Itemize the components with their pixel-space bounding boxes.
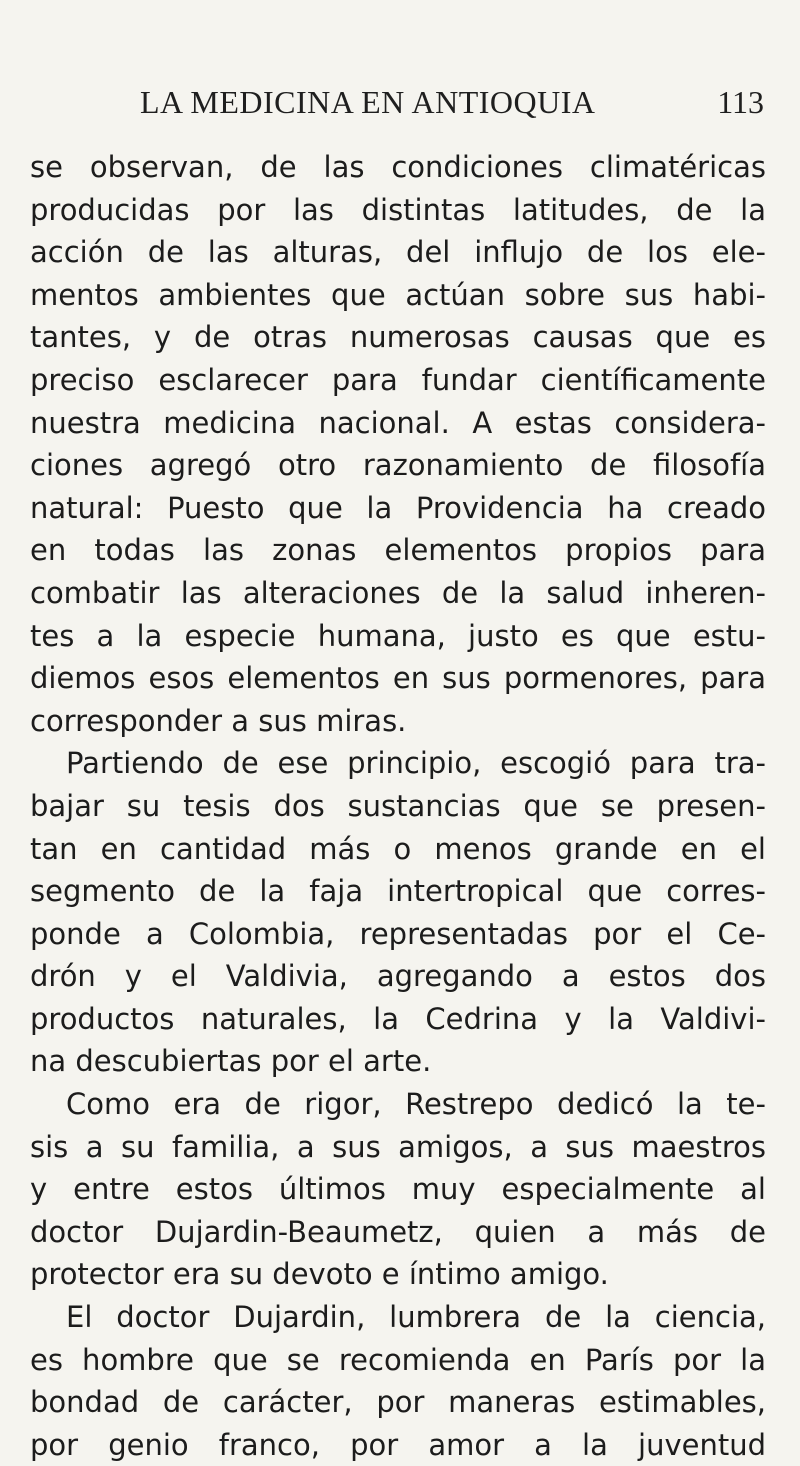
text-line: sis a su familia, a sus amigos, a sus maestros (30, 1129, 766, 1164)
text-line: Partiendo de ese principio, escogió para tra- (66, 746, 766, 781)
text-line: se observan, de las condiciones climatéricas (30, 150, 766, 184)
text-line: protector era su devoto e íntimo amigo. (30, 1257, 609, 1292)
text-line: Como era de rigor, Restrepo dedicó la te- (66, 1087, 766, 1122)
text-line: por genio franco, por amor a la juventud (30, 1427, 766, 1462)
body-text (30, 146, 766, 1466)
text-line: diemos esos elementos en sus pormenores, para (30, 661, 766, 696)
text-line: preciso esclarecer para fundar científicamente (30, 362, 766, 397)
text-line: combatir las alteraciones de la salud inheren- (30, 575, 766, 610)
text-line: y entre estos últimos muy especialmente al (30, 1172, 766, 1207)
text-line: productos naturales, la Cedrina y la Valdivi- (30, 1001, 766, 1036)
text-line: ciones agregó otro razonamiento de filosofía (30, 448, 766, 483)
text-line: corresponder a sus miras. (30, 703, 407, 738)
text-line: natural: Puesto que la Providencia ha creado (30, 490, 766, 525)
text-line: bondad de carácter, por maneras estimables, (30, 1385, 766, 1420)
text-line: nuestra medicina nacional. A estas considera- (30, 405, 766, 440)
text-line: tantes, y de otras numerosas causas que es (30, 320, 766, 355)
text-line: El doctor Dujardin, lumbrera de la ciencia, (66, 1300, 766, 1335)
text-line: drón y el Valdivia, agregando a estos dos (30, 959, 766, 994)
text-line: tan en cantidad más o menos grande en el (30, 831, 766, 866)
text-line: doctor Dujardin-Beaumetz, quien a más de (30, 1214, 766, 1249)
text-line: bajar su tesis dos sustancias que se presen- (30, 788, 766, 823)
text-line: acción de las alturas, del influjo de los ele- (30, 235, 766, 270)
text-line: producidas por las distintas latitudes, de la (30, 192, 766, 227)
text-line: mentos ambientes que actúan sobre sus habi- (30, 277, 766, 312)
running-title: LA MEDICINA EN ANTIOQUIA (140, 84, 596, 120)
text-line: es hombre que se recomienda en París por la (30, 1342, 766, 1377)
page-header (0, 84, 800, 124)
text-line: ponde a Colombia, representadas por el Ce- (30, 916, 766, 951)
text-line: segmento de la faja intertropical que corres- (30, 874, 766, 909)
text-line: en todas las zonas elementos propios para (30, 533, 766, 568)
page-number: 113 (717, 84, 764, 120)
text-line: tes a la especie humana, justo es que estu- (30, 618, 766, 653)
text-line: na descubiertas por el arte. (30, 1044, 432, 1079)
